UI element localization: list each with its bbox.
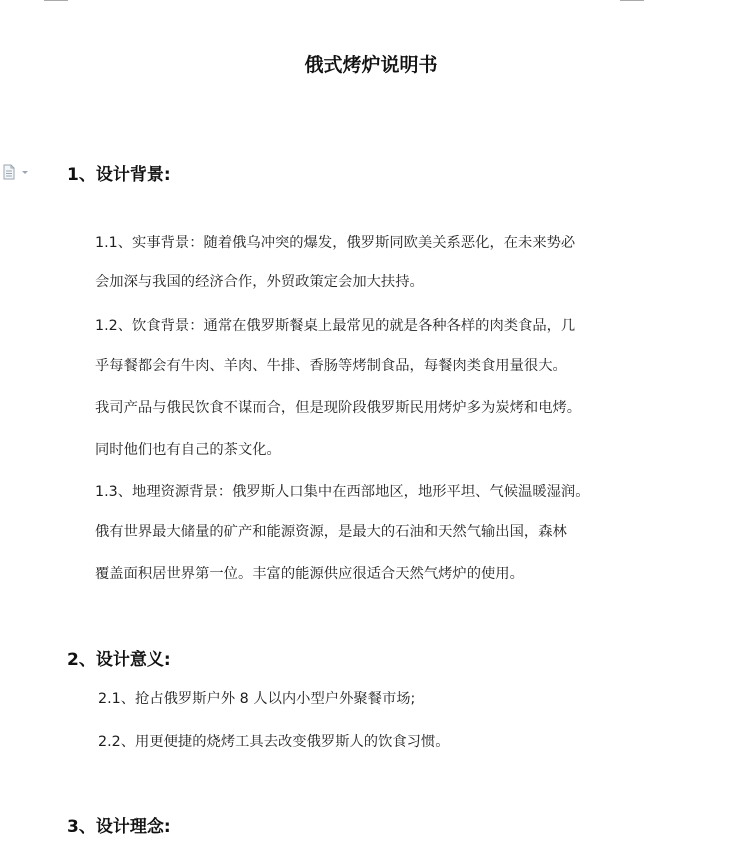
page-corner-mark-left (44, 0, 68, 1)
section-heading-design-significance: 2、设计意义: (67, 650, 171, 670)
paragraph-line: 俄有世界最大储量的矿产和能源资源，是最大的石油和天然气输出国，森林 (95, 524, 567, 540)
page-corner-mark-right (620, 0, 644, 1)
section-heading-design-concept: 3、设计理念: (67, 817, 171, 837)
paragraph-line: 覆盖面积居世界第一位。丰富的能源供应很适合天然气烤炉的使用。 (95, 566, 524, 582)
paragraph-line: 2.2、用更便捷的烧烤工具去改变俄罗斯人的饮食习惯。 (98, 734, 450, 750)
paragraph-line: 会加深与我国的经济合作，外贸政策定会加大扶持。 (95, 274, 424, 290)
paragraph-line: 1.1、实事背景：随着俄乌冲突的爆发，俄罗斯同欧美关系恶化，在未来势必 (95, 235, 576, 251)
section-heading-design-background: 1、设计背景: (67, 165, 171, 185)
paragraph-line: 1.3、地理资源背景：俄罗斯人口集中在西部地区，地形平坦、气候温暖湿润。 (95, 484, 590, 500)
document-page-icon[interactable] (2, 164, 30, 180)
paragraph-line: 乎每餐都会有牛肉、羊肉、牛排、香肠等烤制食品，每餐肉类食用量很大。 (95, 358, 567, 374)
paragraph-line: 2.1、抢占俄罗斯户外 8 人以内小型户外聚餐市场; (98, 691, 416, 707)
paragraph-line: 我司产品与俄民饮食不谋而合，但是现阶段俄罗斯民用烤炉多为炭烤和电烤。 (95, 400, 582, 416)
document-title: 俄式烤炉说明书 (304, 54, 438, 76)
paragraph-line: 1.2、饮食背景：通常在俄罗斯餐桌上最常见的就是各种各样的肉类食品，几 (95, 318, 576, 334)
paragraph-line: 同时他们也有自己的茶文化。 (95, 442, 281, 458)
